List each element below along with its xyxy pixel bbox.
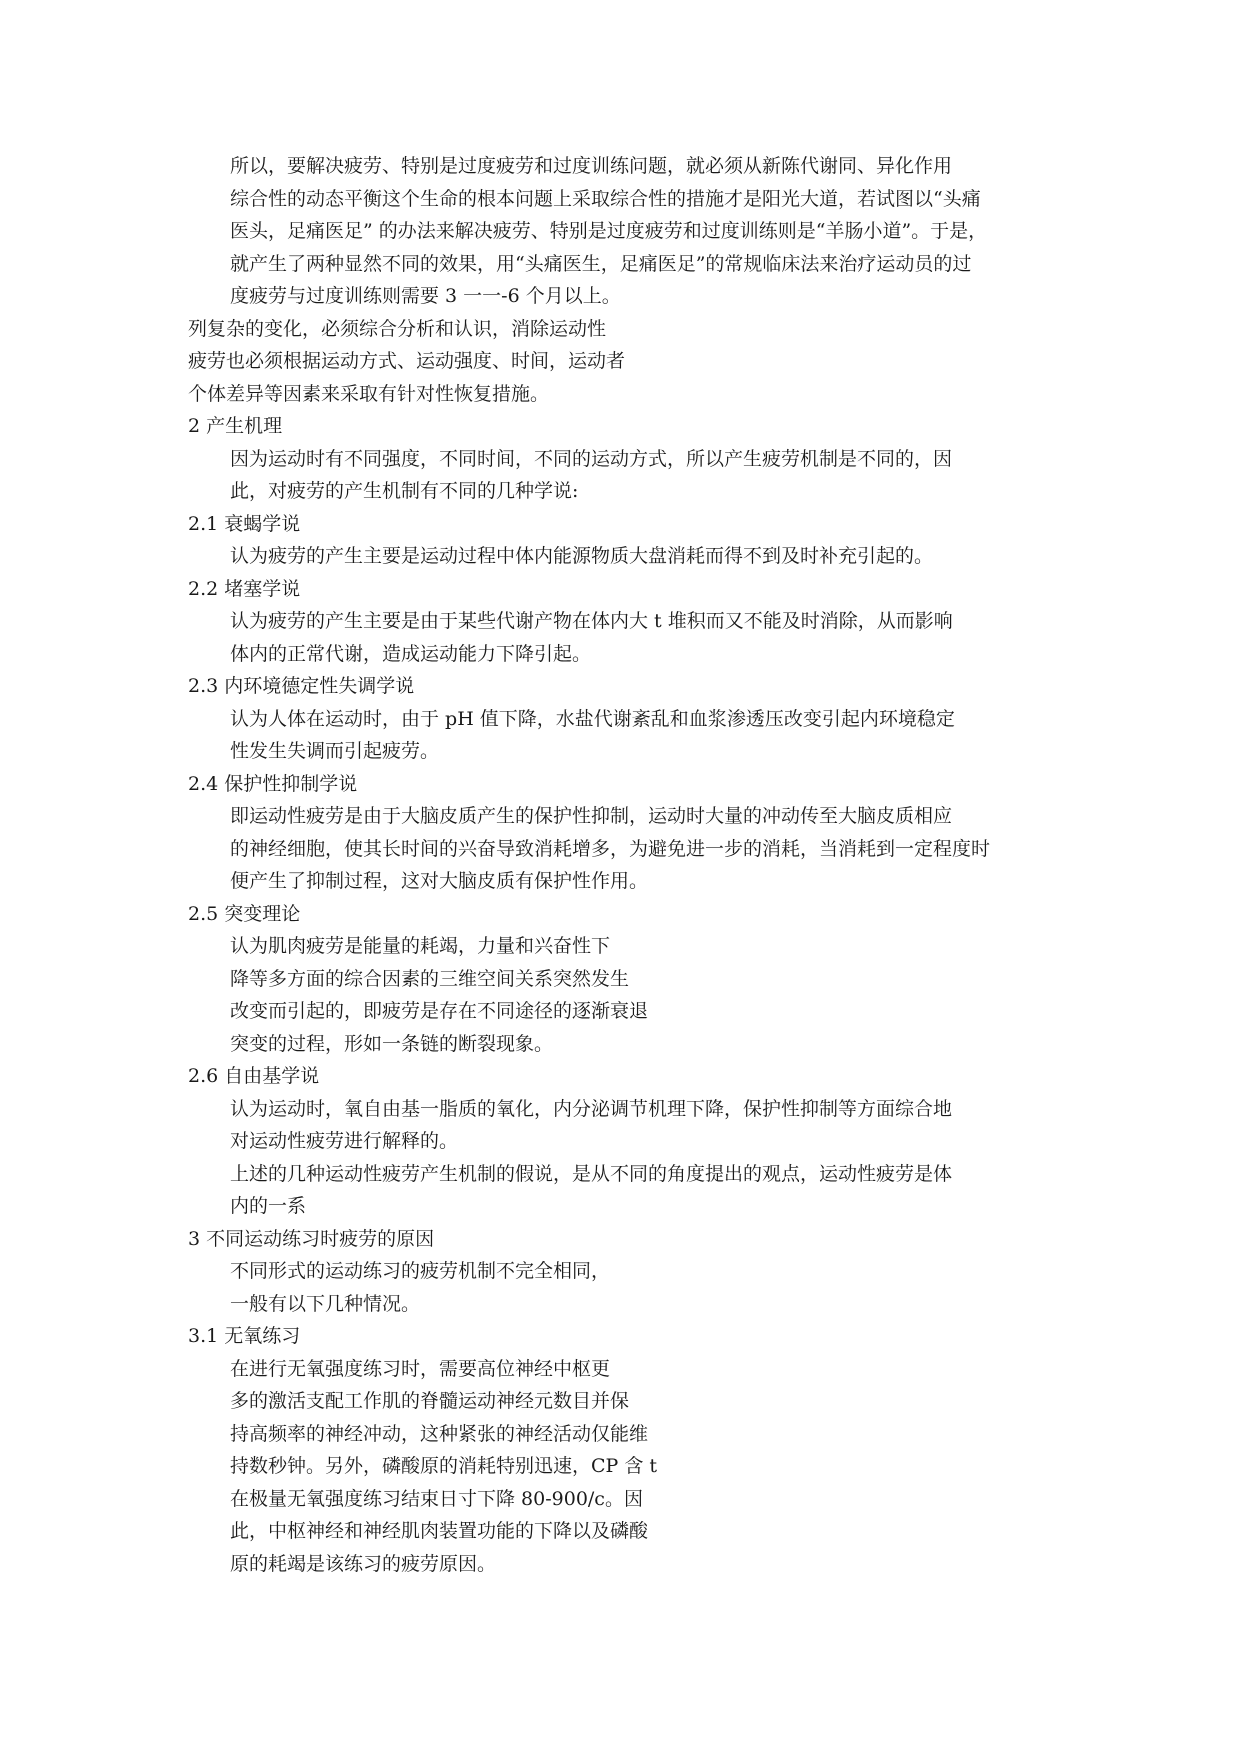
text-line: 原的耗竭是该练习的疲劳原因。: [230, 1552, 497, 1575]
text-line: 降等多方面的综合因素的三维空间关系突然发生: [230, 967, 630, 990]
text-line: 认为疲劳的产生主要是由于某些代谢产物在体内大 t 堆积而又不能及时消除，从而影响: [230, 610, 953, 632]
text-line: 在进行无氧强度练习时，需要高位神经中枢更: [230, 1357, 611, 1380]
text-line: 认为人体在运动时，由于 pH 值下降，水盐代谢紊乱和血浆渗透压改变引起内环境稳定: [230, 707, 955, 730]
paragraph: [188, 930, 1068, 1060]
text-line: 综合性的动态平衡这个生命的根本问题上采取综合性的措施才是阳光大道，若试图以“头痛: [230, 187, 981, 210]
text-line: 此，对疲劳的产生机制有不同的几种学说:: [230, 480, 579, 502]
text-line: 对运动性疲劳进行解释的。: [230, 1130, 459, 1152]
text-line: 便产生了抑制过程，这对大脑皮质有保护性作用。: [230, 870, 649, 892]
text-line: 个体差异等因素来采取有针对性恢复措施。: [188, 382, 550, 405]
section-heading: 2.5 突变理论: [188, 902, 301, 925]
section-heading: 2.6 自由基学说: [188, 1065, 320, 1087]
text-line: 认为疲劳的产生主要是运动过程中体内能源物质大盘消耗而得不到及时补充引起的。: [230, 545, 934, 567]
text-line: 在极量无氧强度练习结束日寸下降 80-900/c。因: [230, 1487, 643, 1510]
paragraph: [188, 443, 1068, 508]
section-heading: 2.4 保护性抑制学说: [188, 772, 358, 795]
text-line: 持数秒钟。另外，磷酸原的消耗特别迅速，CP 含 t: [230, 1455, 658, 1477]
text-line: 因为运动时有不同强度，不同时间，不同的运动方式，所以产生疲劳机制是不同的，因: [230, 447, 953, 470]
section-heading: 2.2 堵塞学说: [188, 577, 301, 600]
paragraph: [188, 1255, 1068, 1320]
text-line: 此，中枢神经和神经肌肉装置功能的下降以及磷酸: [230, 1520, 649, 1542]
text-line: 内的一系: [230, 1195, 307, 1217]
text-line: 多的激活支配工作肌的脊髓运动神经元数目并保: [230, 1390, 630, 1412]
section-heading: 2.1 衰蝎学说: [188, 512, 301, 535]
text-line: 上述的几种运动性疲劳产生机制的假说，是从不同的角度提出的观点，运动性疲劳是体: [230, 1162, 953, 1185]
text-line: 不同形式的运动练习的疲劳机制不完全相同，: [230, 1260, 611, 1282]
text-line: 的神经细胞，使其长时间的兴奋导致消耗增多，为避免进一步的消耗，当消耗到一定程度时: [230, 837, 991, 860]
paragraph: [188, 703, 1068, 768]
section-heading: 3.1 无氧练习: [188, 1325, 301, 1347]
text-line: 即运动性疲劳是由于大脑皮质产生的保护性抑制，运动时大量的冲动传至大脑皮质相应: [230, 805, 953, 827]
paragraph: [188, 1353, 1068, 1581]
text-line: 认为肌肉疲劳是能量的耗竭，力量和兴奋性下: [230, 935, 611, 957]
section-heading: 3 不同运动练习时疲劳的原因: [188, 1227, 435, 1250]
section-heading: 2.3 内环境德定性失调学说: [188, 675, 415, 697]
paragraph: [188, 313, 1068, 411]
text-line: 就产生了两种显然不同的效果，用“头痛医生，足痛医足”的常规临床法来治疗运动员的过: [230, 252, 972, 275]
paragraph: [188, 800, 1068, 898]
text-line: 改变而引起的，即疲劳是存在不同途径的逐渐衰退: [230, 1000, 649, 1022]
paragraph: [188, 1158, 1068, 1223]
text-line: 列复杂的变化，必须综合分析和认识，消除运动性: [188, 317, 607, 340]
text-line: 体内的正常代谢，造成运动能力下降引起。: [230, 642, 592, 665]
text-line: 一般有以下几种情况。: [230, 1292, 421, 1315]
text-line: 度疲劳与过度训练则需要 3 一一-6 个月以上。: [230, 285, 621, 307]
section-heading: 2 产生机理: [188, 415, 283, 437]
paragraph: [188, 540, 1068, 573]
paragraph: [188, 150, 1068, 313]
text-line: 疲劳也必须根据运动方式、运动强度、时间，运动者: [188, 350, 626, 372]
text-line: 性发生失调而引起疲劳。: [230, 740, 440, 762]
paragraph: [188, 605, 1068, 670]
text-line: 医头，足痛医足” 的办法来解决疲劳、特别是过度疲劳和过度训练则是“羊肠小道”。于是，: [230, 220, 988, 242]
text-line: 认为运动时，氧自由基一脂质的氧化，内分泌调节机理下降，保护性抑制等方面综合地: [230, 1097, 953, 1120]
text-line: 持高频率的神经冲动，这种紧张的神经活动仅能维: [230, 1422, 649, 1445]
paragraph: [188, 1093, 1068, 1158]
text-line: 突变的过程，形如一条链的断裂现象。: [230, 1032, 554, 1055]
text-line: 所以，要解决疲劳、特别是过度疲劳和过度训练问题，就必须从新陈代谢同、异化作用: [230, 155, 953, 177]
document-page: [188, 150, 1068, 1580]
